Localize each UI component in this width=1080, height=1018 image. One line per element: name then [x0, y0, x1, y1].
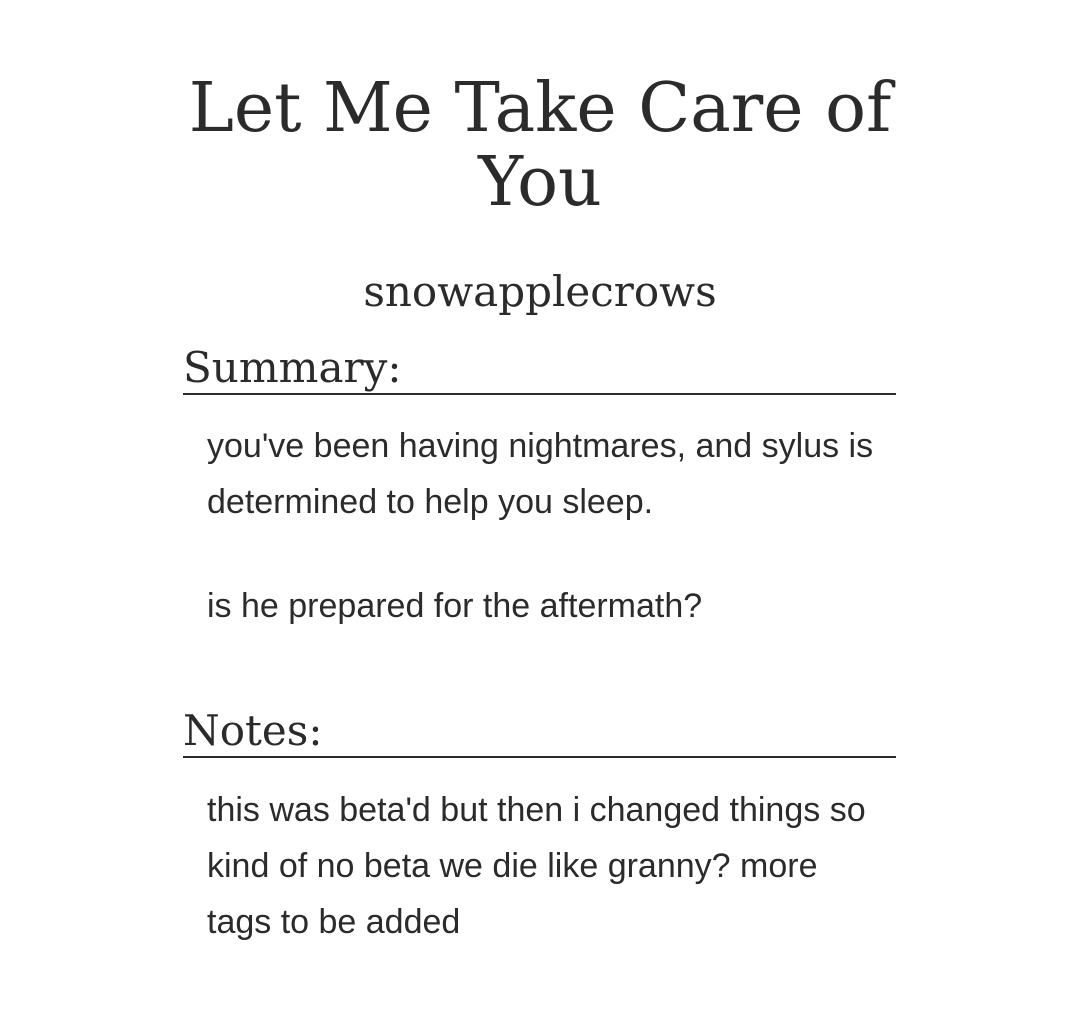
notes-paragraph: this was beta'd but then i changed things so kind of no beta we die like granny? more tags to be added: [207, 791, 866, 941]
summary-paragraph: is he prepared for the aftermath?: [207, 587, 703, 625]
work-title: Let Me Take Care of You: [188, 69, 892, 222]
notes-text: [207, 782, 887, 950]
author-name[interactable]: snowapplecrows: [363, 267, 717, 316]
summary-paragraph: you've been having nightmares, and sylus is determined to help you sleep.: [207, 427, 874, 521]
summary-heading: Summary:: [183, 343, 896, 395]
summary-text: [207, 418, 887, 634]
notes-heading: Notes:: [183, 706, 896, 758]
